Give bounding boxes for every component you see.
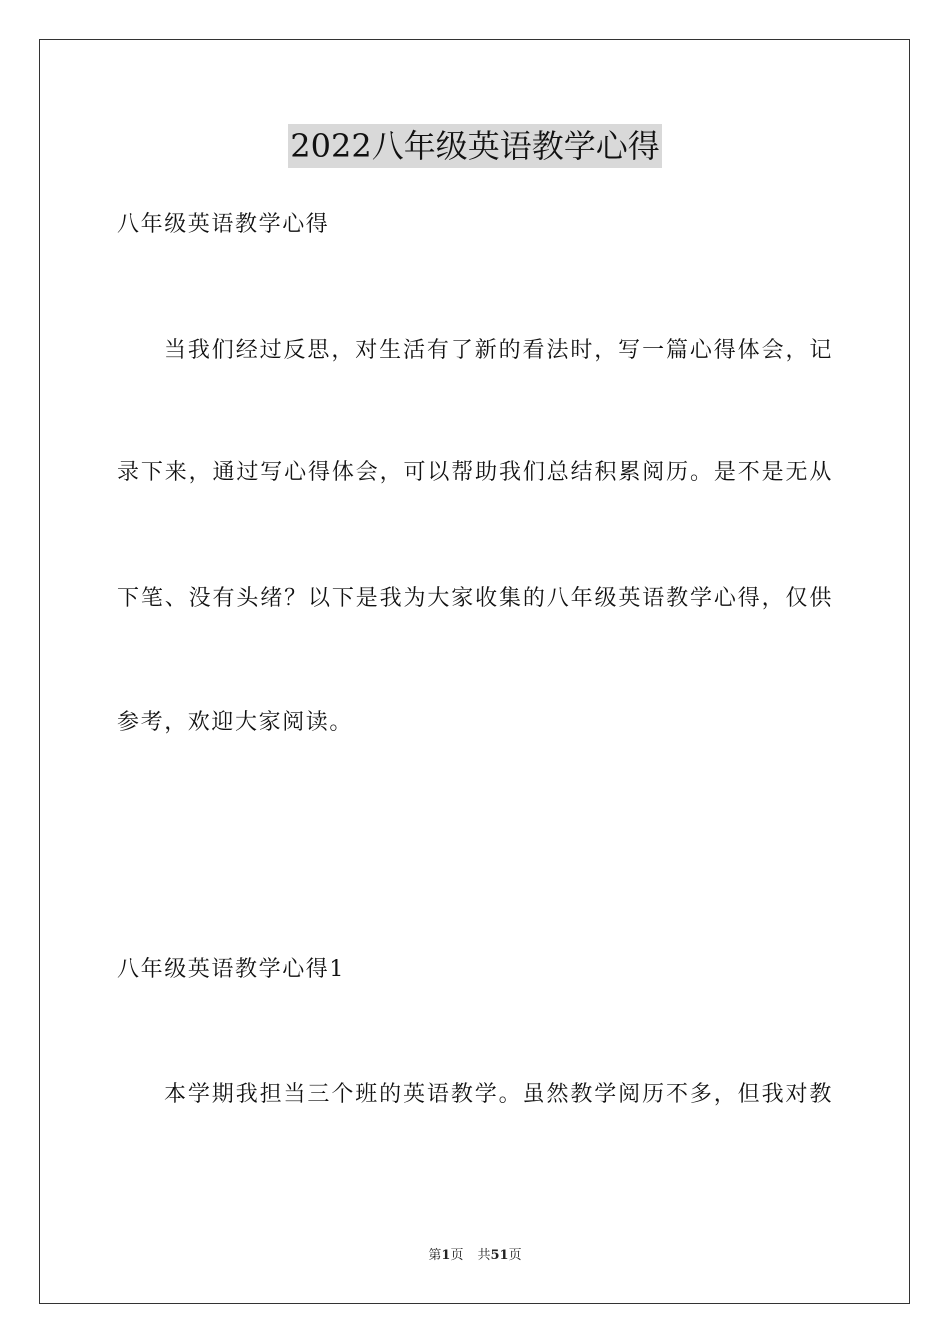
footer-total-prefix: 共: [477, 1248, 491, 1263]
footer-page-suffix: 页: [450, 1248, 464, 1263]
section-line-1: 本学期我担当三个班的英语教学。虽然教学阅历不多，但我对教: [164, 1082, 833, 1107]
footer-total-pages: 51: [490, 1248, 509, 1263]
section-heading: 八年级英语教学心得1: [117, 957, 345, 982]
document-title: 2022八年级英语教学心得: [288, 124, 661, 168]
title-container: [0, 124, 950, 168]
intro-line-4: 参考，欢迎大家阅读。: [117, 710, 354, 735]
footer-total-suffix: 页: [508, 1248, 522, 1263]
document-subtitle: 八年级英语教学心得: [117, 212, 330, 237]
intro-line-3: 下笔、没有头绪？以下是我为大家收集的八年级英语教学心得，仅供: [117, 586, 833, 611]
footer-page-prefix: 第: [428, 1248, 442, 1263]
intro-line-2: 录下来，通过写心得体会，可以帮助我们总结积累阅历。是不是无从: [117, 460, 833, 485]
intro-line-1: 当我们经过反思，对生活有了新的看法时，写一篇心得体会，记: [164, 338, 833, 363]
footer-page-number: 1: [441, 1248, 451, 1263]
page-footer: [0, 1246, 950, 1266]
